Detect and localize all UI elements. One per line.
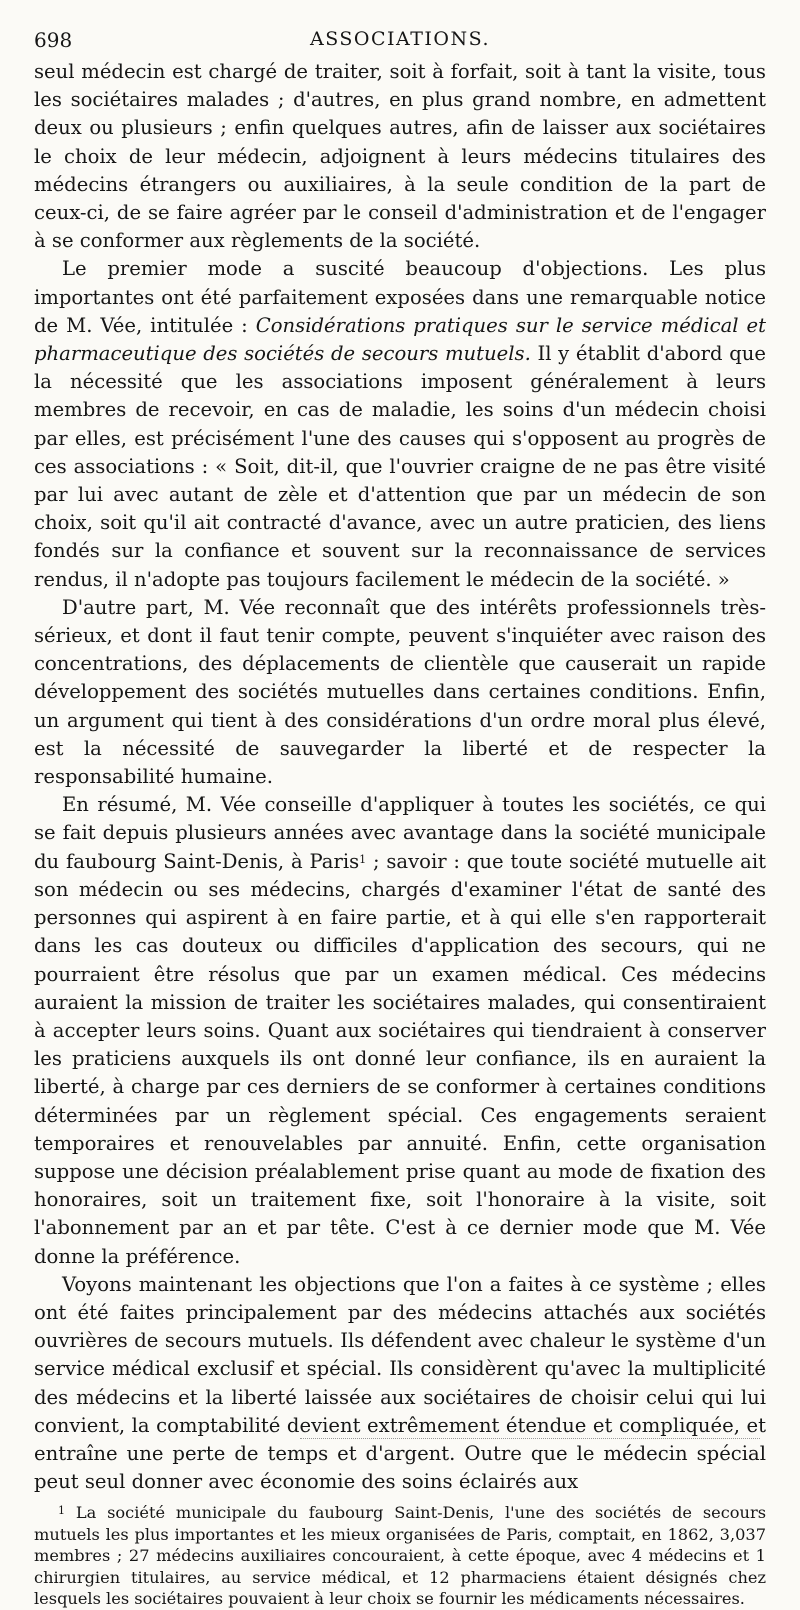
footnote: [34, 1502, 766, 1610]
paragraph-other-side: D'autre part, M. Vée reconnaît que des intérêts professionnels très-sérieux, et dont il faut tenir compte, peuvent s'inquiéter avec raison des concentrations, des déplacements de clientèle que causerait un rapide développement des sociétés mutuelles dans certaines conditions. Enfin, un argument qui tient à des considérations d'un ordre moral plus élevé, est la nécessité de sauvegarder la liberté et de respecter la responsabilité humaine.: [34, 595, 766, 789]
body-text: [34, 58, 766, 1496]
footnote-reference[interactable]: 1: [359, 852, 367, 866]
running-title: ASSOCIATIONS.: [310, 28, 490, 50]
paragraph-objections: Voyons maintenant les objections que l'on a faites à ce système ; elles ont été faites principalement par des médecins attachés aux sociétés ouvrières de secours mutuels. Ils défendent avec chaleur le système d'un service médical exclusif et spécial. Ils considèrent qu'avec la multiplicité des médecins et la liberté laissée aux sociétaires de choisir celui qui lui convient, la comptabilité devient extrêmement étendue et compliquée, et entraîne une perte de temps et d'argent. Outre que le médecin spécial peut seul donner avec économie des soins éclairés aux: [34, 1272, 766, 1494]
page-header: [34, 28, 766, 58]
paragraph-text: Il y établit d'abord que la nécessité que les associations imposent généralement à leurs membres de recevoir, en cas de maladie, les soins d'un médecin choisi par elles, est précisément l'une des causes qui s'opposent au progrès de ces associations : « Soit, dit-il, que l'ouvrier craigne de ne pas être visité par lui avec autant de zèle et d'attention que par un médecin de son choix, soit qu'il ait contracté d'avance, avec un autre praticien, des liens fondés sur la confiance et souvent sur la reconnaissance de services rendus, il n'adopte pas toujours facilement le médecin de la société. »: [34, 342, 767, 591]
paragraph-text: En résumé, M. Vée conseille d'appliquer à toutes les sociétés, ce qui se fait depuis plusieurs années avec avantage dans la société municipale du faubourg Saint-Denis, à Paris: [34, 793, 766, 873]
paragraph-vee-notice: [34, 255, 766, 593]
paragraph-continued: seul médecin est chargé de traiter, soit à forfait, soit à tant la visite, tous les sociétaires malades ; d'autres, en plus grand nombre, en admettent deux ou plusieurs ; enfin quelques autres, afin de laisser aux sociétaires le choix de leur médecin, adjoignent à leurs médecins titulaires des médecins étrangers ou auxiliaires, à la seule condition de la part de ceux-ci, de se faire agréer par le conseil d'administration et de l'engager à se conformer aux règlements de la société.: [34, 60, 766, 253]
italic-title: Considérations pratiques sur le service médical et pharmaceutique des sociétés de secours mutuels.: [34, 313, 767, 366]
paragraph-text: ; savoir : que toute société mutuelle ait son médecin ou ses médecins, chargés d'examiner l'état de santé des personnes qui aspirent à en faire partie, et à qui elle s'en rapporterait dans les cas douteux ou difficiles d'application des secours, qui ne pourraient être résolus que par un examen médical. Ces médecins auraient la mission de traiter les sociétaires malades, qui consentiraient à accepter leurs soins. Quant aux sociétaires qui tiendraient à conserver les praticiens auxquels ils ont donné leur confiance, ils en auraient la liberté, à charge par ces derniers de se conformer à certaines conditions déterminées par un règlement spécial. Ces engagements seraient temporaires et renouvelables par annuité. Enfin, cette organisation suppose une décision préalablement prise quant au mode de fixation des honoraires, soit un traitement fixe, soit l'honoraire à la visite, soit l'abonnement par an et par tête. C'est à ce dernier mode que M. Vée donne la préférence.: [34, 849, 766, 1268]
paragraph-summary: [34, 791, 766, 1270]
bottom-rule: [300, 1438, 760, 1439]
footnote-text: La société municipale du faubourg Saint-Denis, l'une des sociétés de secours mutuels les plus importantes et les mieux organisées de Paris, comptait, en 1862, 3,037 membres ; 27 médecins auxiliaires concouraient, à cette époque, avec 4 médecins et 1 chirurgien titulaires, au service médical, et 12 pharmaciens étaient désignés chez lesquels les sociétaires pouvaient à leur choix se fournir les médicaments nécessaires.: [34, 1503, 767, 1609]
footnote-mark: 1: [58, 1504, 65, 1518]
page-number: 698: [34, 28, 73, 52]
paragraph-text: Le premier mode a suscité beaucoup d'objections. Les plus importantes ont été parfaitement exposées dans une remarquable notice de M. Vée, intitulée :: [34, 257, 766, 337]
